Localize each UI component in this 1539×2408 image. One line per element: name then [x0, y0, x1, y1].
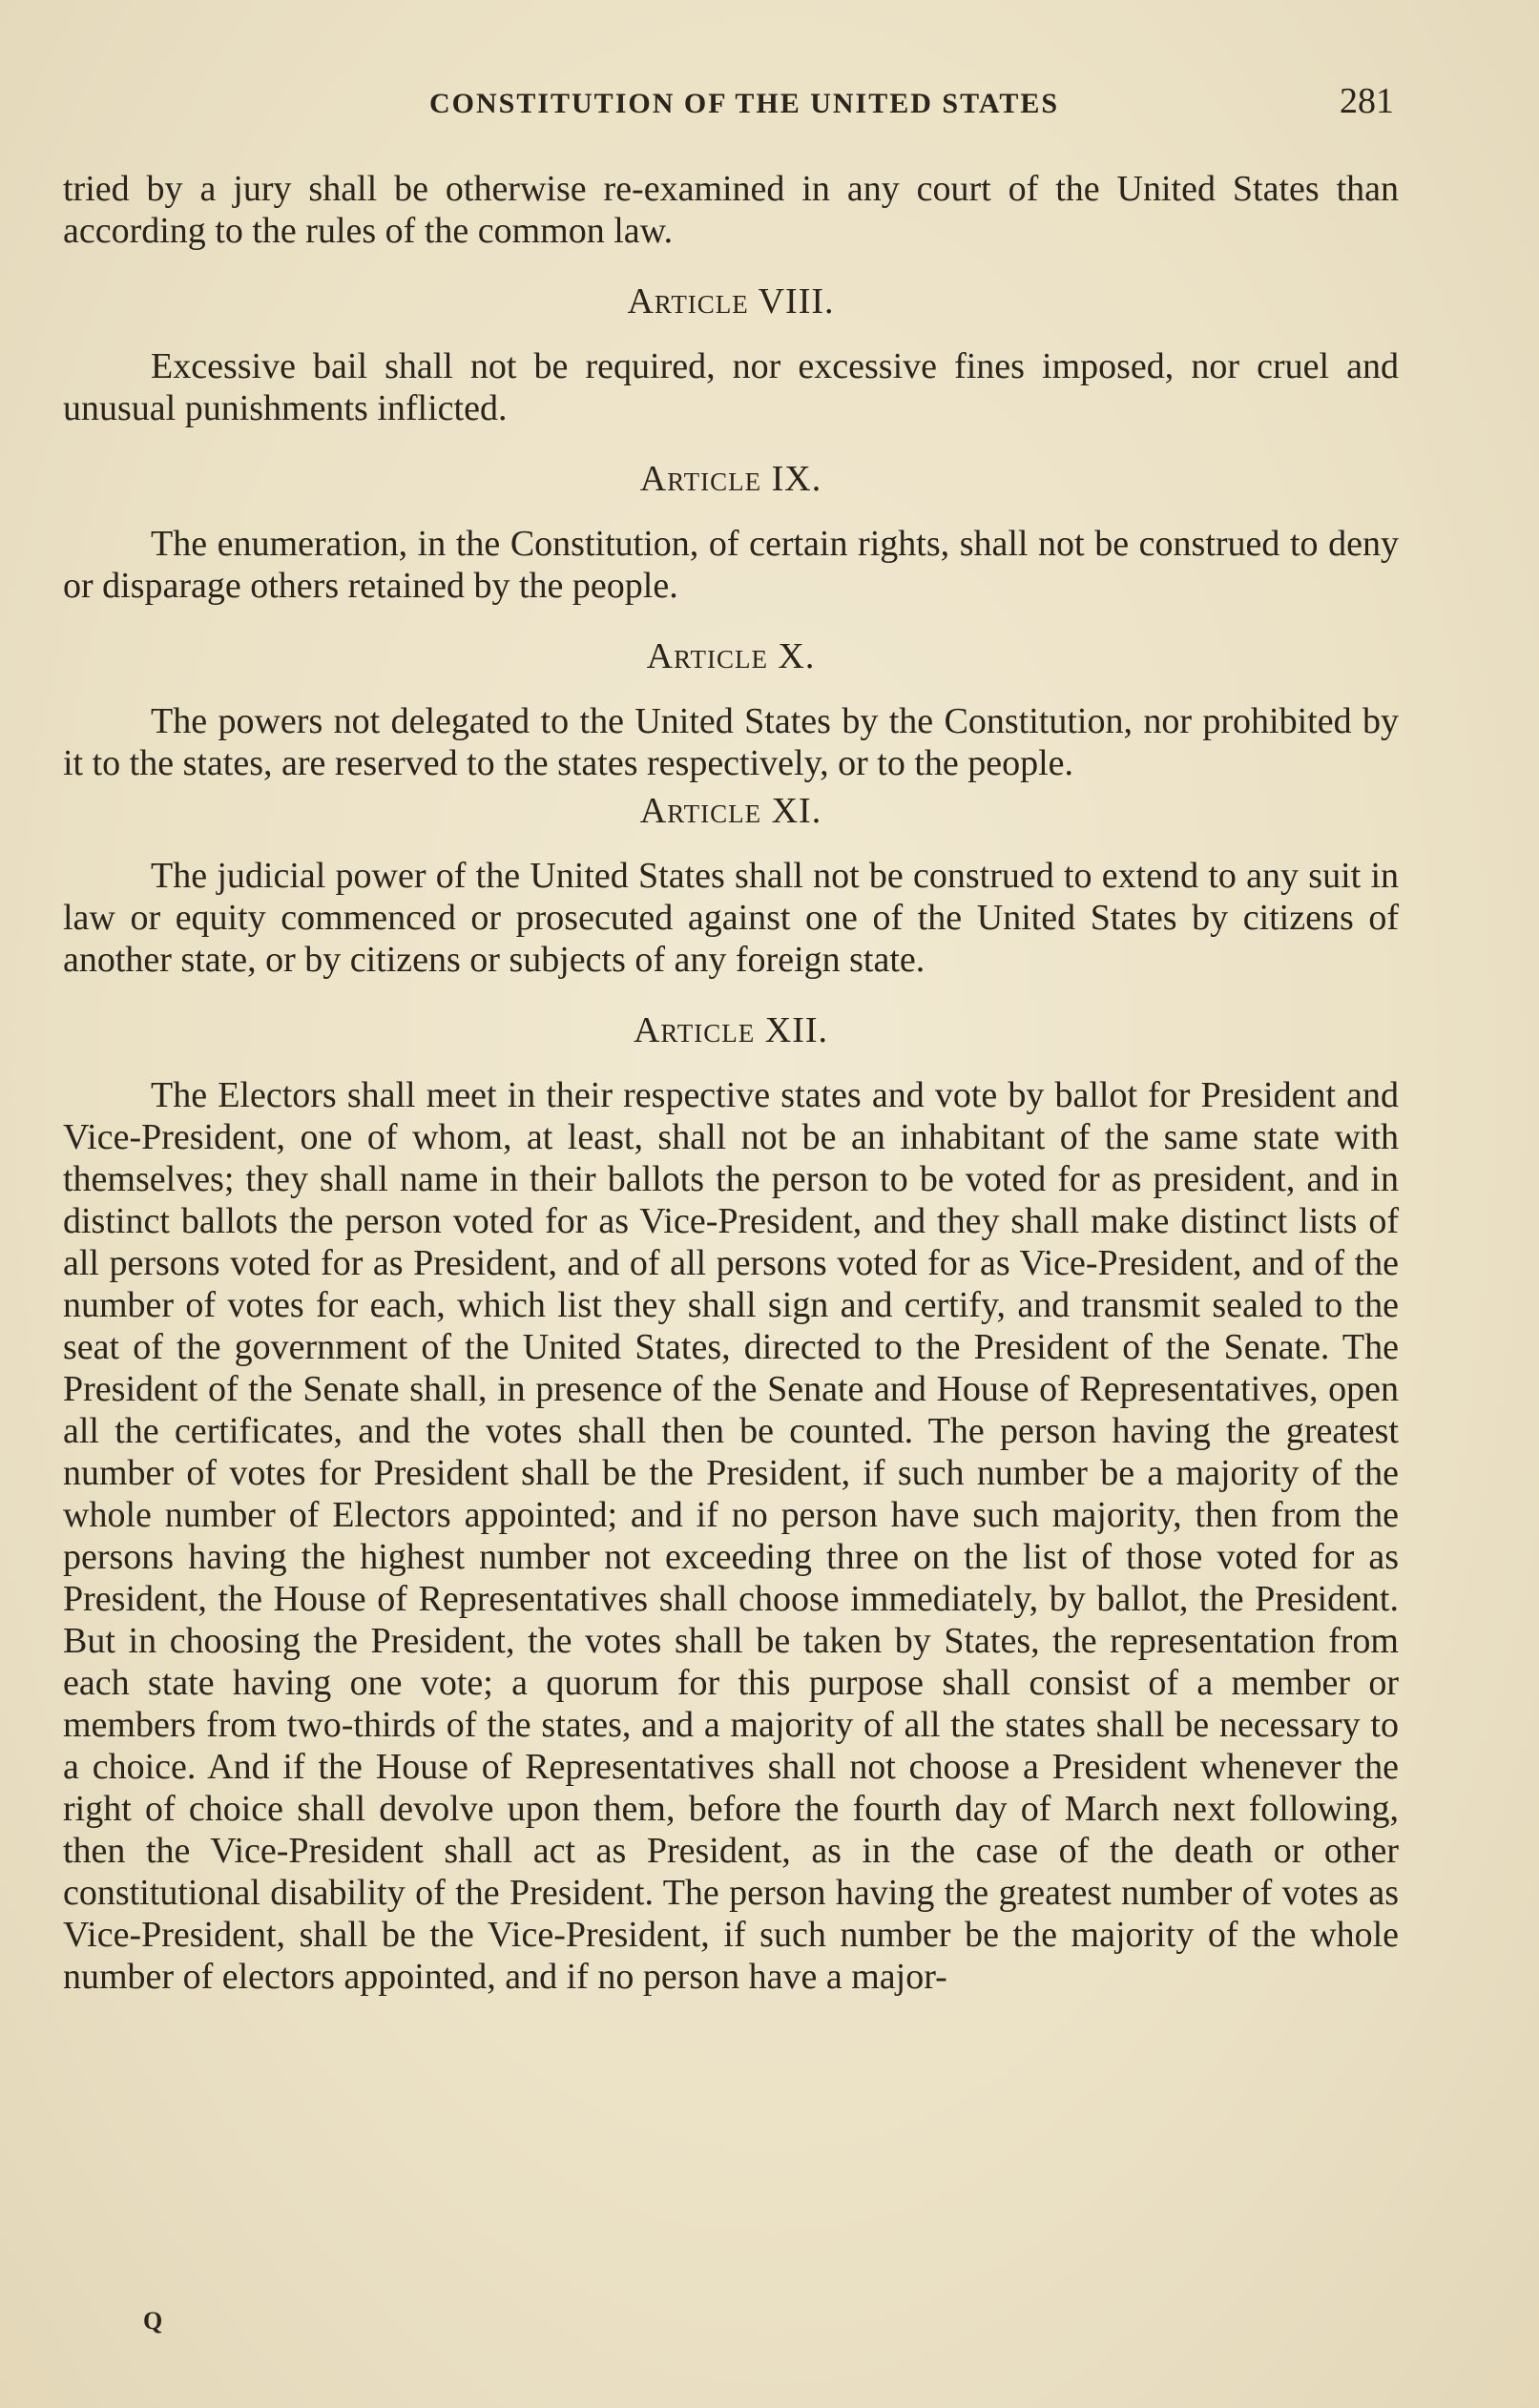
article-8-heading: Article VIII.	[627, 281, 835, 322]
article-12-text: The Electors shall meet in their respective states and vote by ballot for President and Vice-President, one of whom, at least, shall not be an inhabitant of the same state with themselves; they shall name in their ballots the person to be voted for as president, and in distinct ballots the person voted for as Vice-President, and they shall make distinct lists of all persons voted for as President, and of all persons voted for as Vice-President, and of the number of votes for each, which list they shall sign and certify, and transmit sealed to the seat of the government of the United States, directed to the President of the Senate. The President of the Senate shall, in presence of the Senate and House of Representatives, open all the certificates, and the votes shall then be counted. The person having the greatest number of votes for President shall be the President, if such number be a majority of the whole number of Electors appointed; and if no person have such majority, then from the persons having the highest number not exceeding three on the list of those voted for as President, the House of Representatives shall choose immediately, by ballot, the President. But in choosing the President, the votes shall be taken by States, the representation from each state having one vote; a quorum for this purpose shall consist of a member or members from two-thirds of the states, and a majority of all the states shall be necessary to a choice. And if the House of Representatives shall not choose a President whenever the right of choice shall devolve upon them, before the fourth day of March next following, then the Vice-President shall act as President, as in the case of the death or other constitutional disability of the President. The person having the greatest number of votes as Vice-President, shall be the Vice-President, if such number be the majority of the whole number of electors appointed, and if no person have a major-	[63, 1075, 1399, 1997]
page-body	[63, 168, 1399, 1998]
article-11-heading: Article XI.	[639, 791, 822, 831]
article-9-heading: Article IX.	[639, 459, 822, 499]
article-12-heading: Article XII.	[633, 1010, 829, 1050]
signature-mark: Q	[143, 2307, 163, 2335]
running-title: CONSTITUTION OF THE UNITED STATES	[428, 88, 1060, 119]
carryover-paragraph: tried by a jury shall be otherwise re-examined in any court of the United States than according to the rules of the common law.	[63, 169, 1399, 251]
page-number: 281	[1340, 81, 1394, 121]
article-10-text: The powers not delegated to the United States by the Constitution, nor prohibited by it to the states, are reserved to the states respectively, or to the people.	[63, 701, 1399, 783]
article-10-heading: Article X.	[646, 636, 816, 676]
article-9-text: The enumeration, in the Constitution, of certain rights, shall not be construed to deny or disparage others retained by the people.	[63, 524, 1399, 606]
article-11-text: The judicial power of the United States shall not be construed to extend to any suit in law or equity commenced or prosecuted against one of the United States by citizens of another state, or by citizens or subjects of any foreign state.	[63, 856, 1399, 980]
article-8-text: Excessive bail shall not be required, nor excessive fines imposed, nor cruel and unusual punishments inflicted.	[63, 346, 1399, 428]
